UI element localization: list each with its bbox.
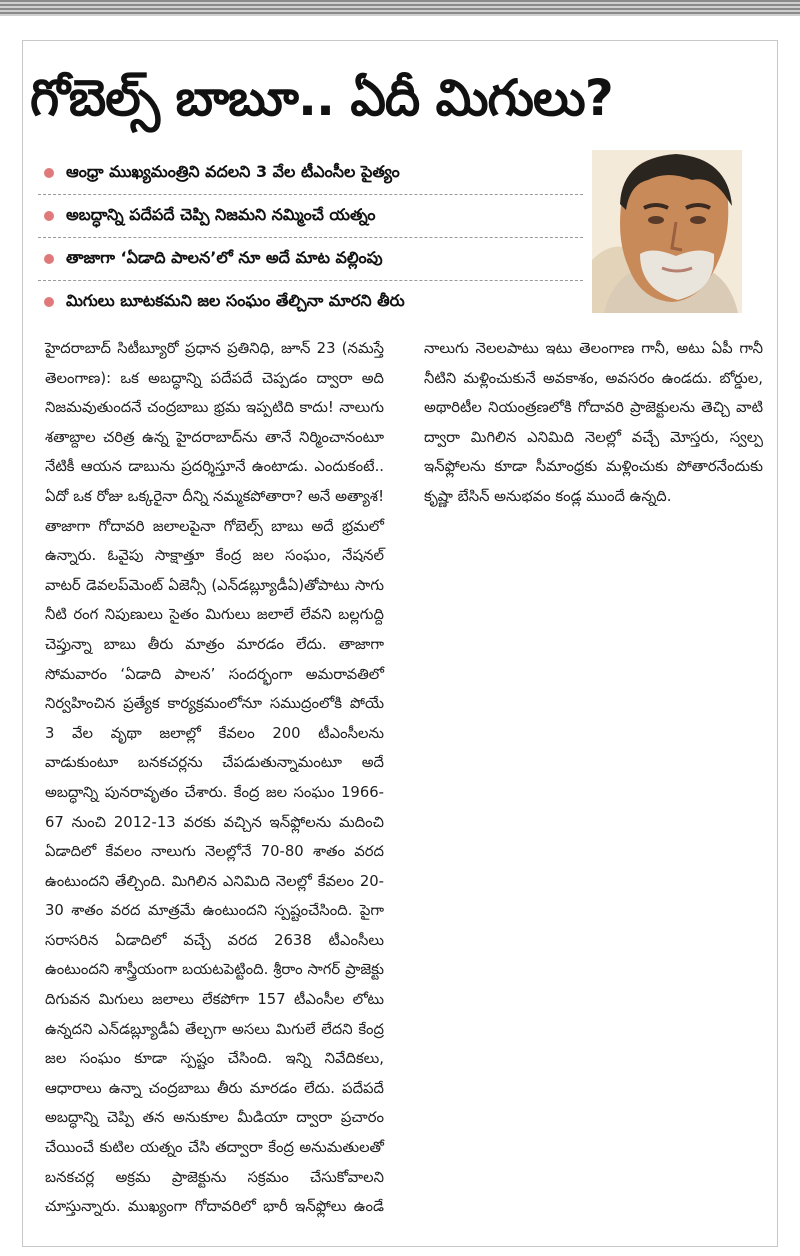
subheadline-item [38, 238, 583, 281]
subheadline-text: ఆంధ్రా ముఖ్యమంత్రిని వదలని 3 వేల టీఎంసీల పైత్యం [66, 161, 400, 181]
subheadline-list [38, 152, 583, 323]
subheadline-text: తాజాగా ‘ఏడాది పాలన’లో నూ అదే మాట వల్లింపు [66, 247, 383, 267]
subheadline-item [38, 281, 583, 323]
bullet-icon [44, 254, 54, 264]
headline: గోబెల్స్ బాబూ.. ఏదీ మిగులు? [30, 69, 613, 127]
portrait-illustration [592, 150, 742, 313]
portrait-photo [592, 150, 742, 313]
article-body-text: హైదరాబాద్ సిటీబ్యూరో ప్రధాన ప్రతినిధి, జూన్ 23 (నమస్తే తెలంగాణ): ఒక అబద్ధాన్ని పదేపదే చెప్పడం ద్వారా అది నిజమవుతుందనే చంద్రబాబు భ్రమ ఇప్పటిది కాదు! నాలుగు శతాబ్దాల చరిత్ర ఉన్న హైదరాబాద్‌ను తానే నిర్మించానంటూ నేటికీ ఆయన డాబును ప్రదర్శిస్తూనే ఉంటాడు. ఎందుకంటే.. ఏదో ఒక రోజు ఒక్కరైనా దీన్ని నమ్మకపోతారా? అనే అత్యాశ! తాజాగా గోదావరి జలాలపైనా గోబెల్స్ బాబు అదే భ్రమలో ఉన్నారు. ఓవైపు సాక్షాత్తూ కేంద్ర జల సంఘం, నేషనల్ వాటర్ డెవలప్‌మెంట్ ఏజెన్సీ (ఎన్‌డబ్ల్యూడీఏ)తోపాటు సాగు నీటి రంగ నిపుణులు సైతం మిగులు జలాలే లేవని బల్లగుద్ది చెప్తున్నా బాబు తీరు మాత్రం మారడం లేదు. తాజాగా సోమవారం ‘ఏడాది పాలన’ సందర్భంగా అమరావతిలో నిర్వహించిన ప్రత్యేక కార్యక్రమంలోనూ సముద్రంలోకి పోయే 3 వేల వృథా జలాల్లో కేవలం 200 టీఎంసీలను వాడుకుంటూ బనకచర్లను చేపడుతున్నామంటూ అదే అబద్ధాన్ని పునరావృతం చేశారు. కేంద్ర జల సంఘం 1966-67 నుంచి 2012-13 వరకు వచ్చిన ఇన్‌ఫ్లోలను మదించి ఏడాదిలో కేవలం నాలుగు నెలల్లోనే 70-80 శాతం వరద ఉంటుందని తేల్చింది. మిగిలిన ఎనిమిది నెలల్లో కేవలం 20-30 శాతం వరద మాత్రమే ఉంటుందని స్పష్టంచేసింది. పైగా సరాసరిన ఏడాదిలో వచ్చే వరద 2638 టీఎంసీలు ఉంటుందని శాస్త్రీయంగా బయటపెట్టింది. శ్రీరాం సాగర్ ప్రాజెక్టు దిగువన మిగులు జలాలు లేకపోగా 157 టీఎంసీల లోటు ఉన్నదని ఎన్‌డబ్ల్యూడీఏ తేల్చగా అసలు మిగులే లేదని కేంద్ర జల సంఘం కూడా స్పష్టం చేసింది. ఇన్ని నివేదికలు, ఆధారాలు ఉన్నా చంద్రబాబు తీరు మారడం లేదు. పదేపదే అబద్ధాన్ని చెప్పి తన అనుకూల మీడియా ద్వారా ప్రచారం చేయించే కుటిల యత్నం చేసి తద్వారా కేంద్ర అనుమతులతో బనకచర్ల అక్రమ ప్రాజెక్టును సక్రమం చేసుకోవాలని చూస్తున్నారు. ముఖ్యంగా గోదావరిలో భారీ ఇన్‌ఫ్లోలు ఉండే నాలుగు నెలలపాటు ఇటు తెలంగాణ గానీ, అటు ఏపీ గానీ నీటిని మళ్లించుకునే అవకాశం, అవసరం ఉండదు. బోర్డుల, అథారిటీల నియంత్రణలోకి గోదావరి ప్రాజెక్టులను తెచ్చి వాటి ద్వారా మిగిలిన ఎనిమిది నెలల్లో వచ్చే మోస్తరు, స్వల్ప ఇన్‌ఫ్లోలను కూడా సీమాంధ్రకు మళ్లించుకు పోతారనేందుకు కృష్ణా బేసిన్ అనుభవం కండ్ల ముందే ఉన్నది. [45, 340, 763, 1216]
subheadline-item [38, 195, 583, 238]
bullet-icon [44, 211, 54, 221]
subheadline-text: మిగులు బూటకమని జల సంఘం తేల్చినా మారని తీరు [66, 290, 405, 310]
article-body [45, 334, 763, 1234]
bullet-icon [44, 297, 54, 307]
subheadline-item [38, 152, 583, 195]
bullet-icon [44, 168, 54, 178]
page-top-rule [0, 0, 800, 16]
subheadline-text: అబద్ధాన్ని పదేపదే చెప్పి నిజమని నమ్మించే యత్నం [66, 204, 376, 224]
